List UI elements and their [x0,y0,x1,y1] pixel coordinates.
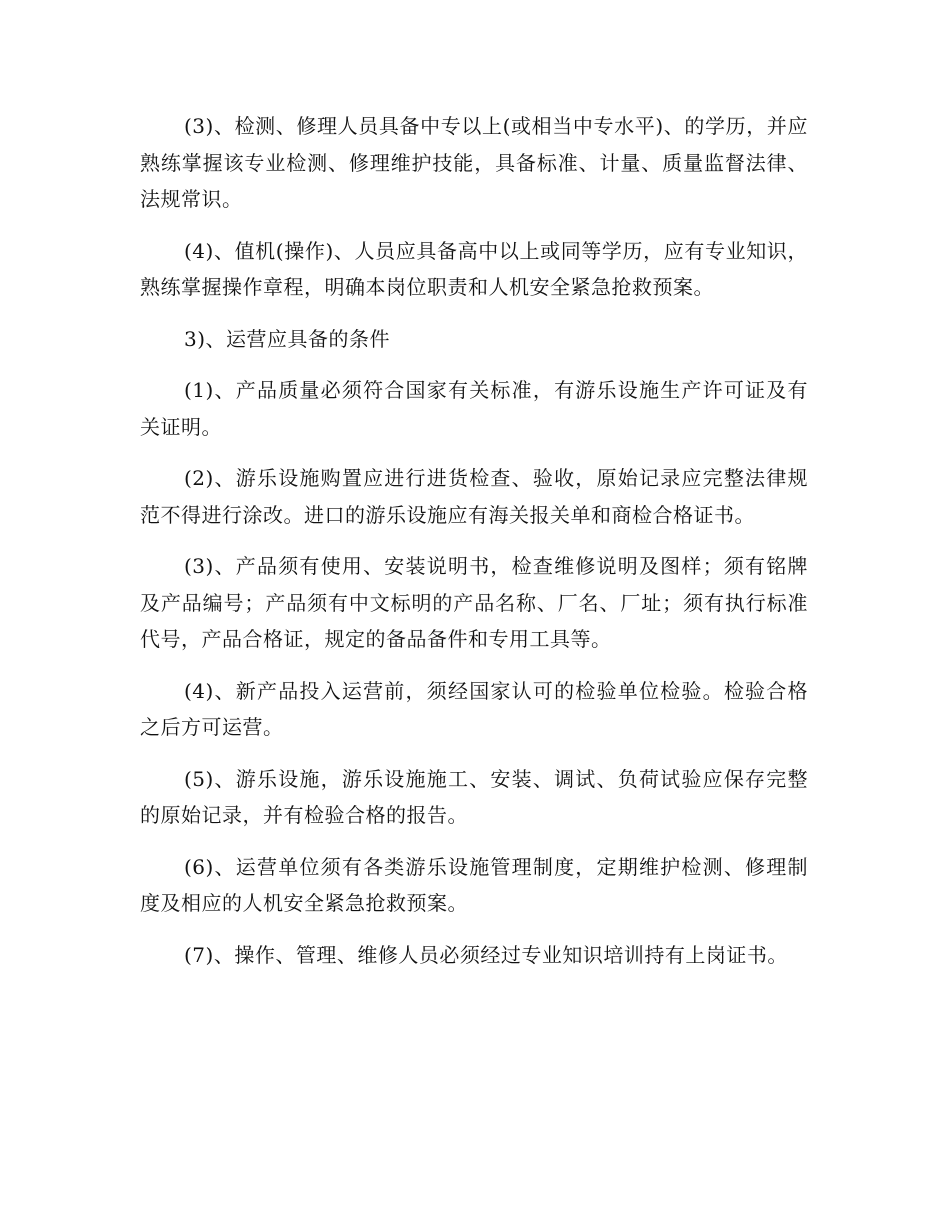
document-body [140,108,808,988]
paragraph-staff-operator: (4)、值机(操作)、人员应具备高中以上或同等学历，应有专业知识，熟练掌握操作章程，明确本岗位职责和人机安全紧急抢救预案。 [140,238,808,299]
paragraph-installation-records: (5)、游乐设施，游乐设施施工、安装、调试、负荷试验应保存完整的原始记录，并有检验合格的报告。 [140,766,808,827]
section-heading-operation-conditions: 3)、运营应具备的条件 [184,326,391,351]
paragraph-purchase-inspection: (2)、游乐设施购置应进行进货检查、验收，原始记录应完整法律规范不得进行涂改。进口的游乐设施应有海关报关单和商检合格证书。 [140,466,808,527]
paragraph-product-documents: (3)、产品须有使用、安装说明书，检查维修说明及图样；须有铭牌及产品编号；产品须有中文标明的产品名称、厂名、厂址；须有执行标准代号，产品合格证，规定的备品备件和专用工具等。 [140,554,808,651]
paragraph-product-quality: (1)、产品质量必须符合国家有关标准，有游乐设施生产许可证及有关证明。 [140,378,808,439]
paragraph-staff-training: (7)、操作、管理、维修人员必须经过专业知识培训持有上岗证书。 [184,942,788,967]
paragraph-staff-repair: (3)、检测、修理人员具备中专以上(或相当中专水平)、的学历，并应熟练掌握该专业检测、修理维护技能，具备标准、计量、质量监督法律、法规常识。 [140,114,808,211]
paragraph-new-product-inspection: (4)、新产品投入运营前，须经国家认可的检验单位检验。检验合格之后方可运营。 [140,678,808,739]
paragraph-management-system: (6)、运营单位须有各类游乐设施管理制度，定期维护检测、修理制度及相应的人机安全紧急抢救预案。 [140,854,808,915]
